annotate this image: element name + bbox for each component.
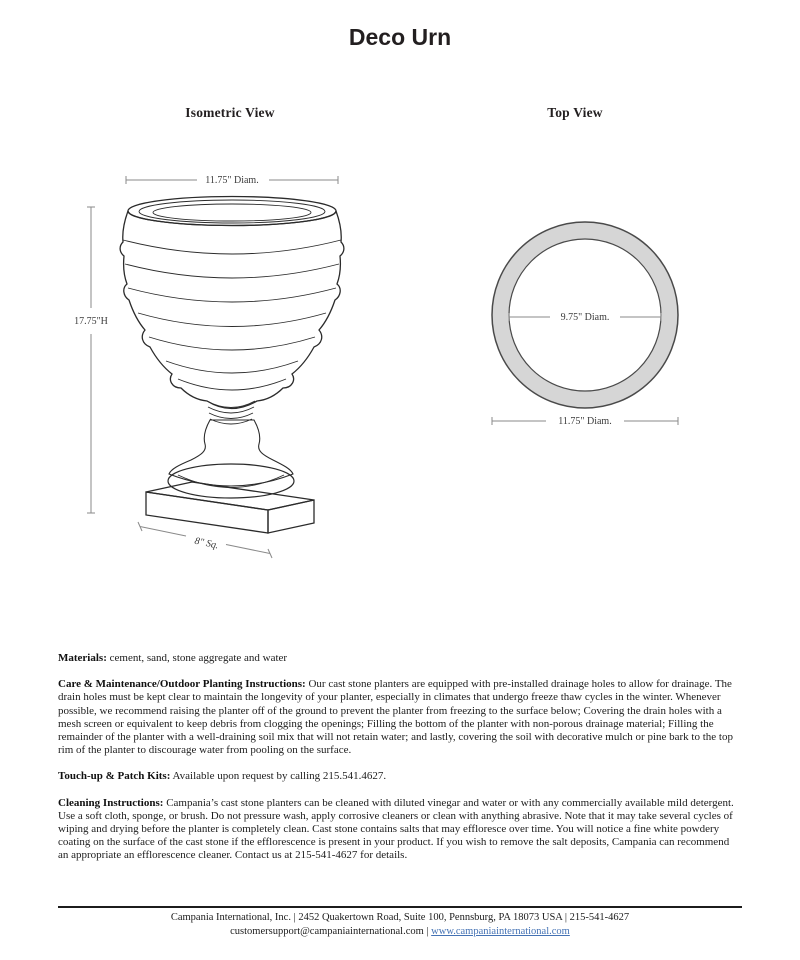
base-dimension [138, 522, 272, 558]
footer-email: customersupport@campaniainternational.com | [230, 926, 432, 937]
touchup-paragraph [58, 770, 742, 783]
care-maintenance-paragraph [58, 678, 742, 757]
care-maintenance-text: Our cast stone planters are equipped with pre-installed drainage holes to allow for drainage. The drain holes must be kept clear to maintain the longevity of your planter, especially in climates that undergo freeze thaw cycles in the winter. Whenever possible, we recommend raising the planter off of the ground to prevent the planter from freezing to the surface below; Covering the drain holes with a mesh screen or equivalent to keep debris from clogging the openings; Filling the bottom of the planter with non-porous drainage material; Filling the remainder of the planter with a well-draining soil mix that will not retain water; and lastly, covering the soil with decorative mulch or pine bark to the top rim of the planter to discourage water from pooling on the surface. [58, 678, 733, 757]
urn-rim-opening [153, 204, 311, 221]
cleaning-paragraph [58, 797, 742, 863]
height-dimension [74, 207, 108, 513]
urn-foot [168, 420, 294, 498]
touchup-heading: Touch-up & Patch Kits: [58, 770, 171, 783]
inner-diameter-label: 9.75" Diam. [560, 312, 610, 323]
urn-plinth [146, 482, 314, 533]
top-view-drawing [460, 180, 740, 450]
footer-contact-line [0, 926, 800, 937]
base-dimension-label: 8" Sq. [193, 535, 220, 552]
top-diameter-dimension [126, 175, 338, 186]
urn-body [120, 197, 344, 409]
footer-divider [58, 906, 742, 908]
outer-diameter-dimension [492, 416, 678, 427]
footer-company-line: Campania International, Inc. | 2452 Quakertown Road, Suite 100, Pennsburg, PA 18073 USA | 215-541-4627 [170, 912, 630, 923]
instructions-block [58, 652, 742, 875]
cleaning-text: Campania’s cast stone planters can be cleaned with diluted vinegar and water or with any commercially available mild detergent. Use a soft cloth, sponge, or brush. Do not pressure wash, apply corrosive cleaners or clean with anything abrasive. Note that it may take several cycles of wiping and drying before the planter is completely clean. Cast stone contains salts that may effloresce over time. You will notice a fine white powdery coating on the surface of the cast stone if the efflorescence is present in your product. If you wish to remove the salt deposits, Campania can recommend an appropriate an efflorescence cleaner. Contact us at 215-541-4627 for details. [58, 796, 734, 862]
top-view-label: Top View [547, 105, 603, 120]
materials-text: cement, sand, stone aggregate and water [106, 652, 288, 664]
height-label: 17.75"H [74, 316, 108, 327]
cleaning-heading: Cleaning Instructions: [58, 796, 164, 809]
touchup-text: Available upon request by calling 215.541.4627. [170, 770, 387, 783]
footer-website-link[interactable]: www.campaniainternational.com [431, 926, 570, 937]
materials-paragraph [58, 652, 742, 665]
isometric-view-label: Isometric View [185, 105, 275, 120]
isometric-view-drawing [60, 150, 400, 570]
urn-rib-bands [123, 240, 341, 390]
materials-heading: Materials: [58, 652, 107, 664]
page-title: Deco Urn [348, 24, 452, 50]
urn-rim-middle [139, 200, 325, 223]
outer-diameter-label: 11.75" Diam. [558, 416, 612, 427]
care-maintenance-heading: Care & Maintenance/Outdoor Planting Instructions: [58, 678, 306, 691]
top-diameter-label: 11.75" Diam. [205, 175, 259, 186]
